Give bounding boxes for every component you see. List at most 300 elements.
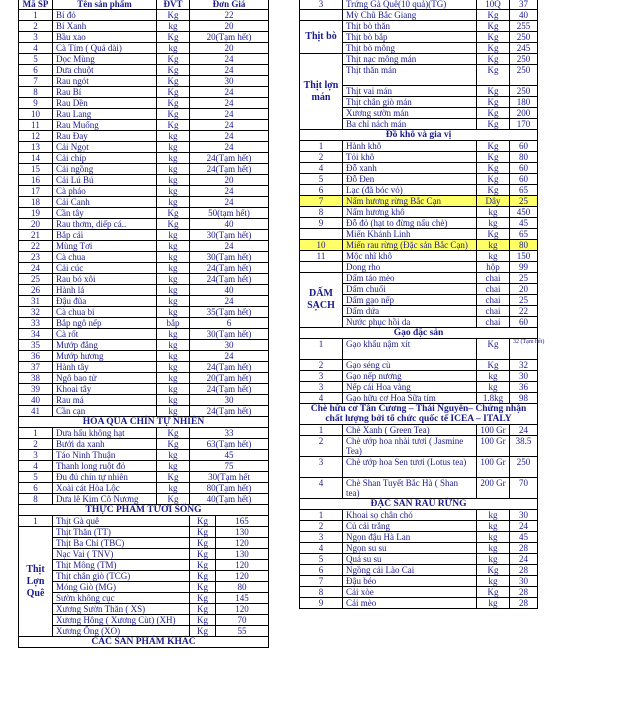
product-id: 8 — [19, 87, 53, 98]
product-id: 40 — [19, 395, 53, 406]
product-row — [19, 516, 269, 527]
header-name: Tên sản phẩm — [53, 0, 157, 10]
product-unit: Kg — [190, 549, 216, 560]
product-price: 250 — [510, 54, 538, 65]
product-row — [300, 339, 538, 360]
product-name: Thịt Gà quê — [53, 516, 190, 527]
product-price: 33 — [190, 428, 269, 439]
product-name: Bí Xanh — [53, 21, 157, 32]
product-price: 24(Tạm hết) — [190, 274, 269, 285]
product-row — [19, 472, 269, 483]
product-name: Cà Tím ( Quả dài) — [53, 43, 157, 54]
product-unit: kg — [477, 598, 510, 609]
product-row — [19, 406, 269, 417]
product-id: 16 — [19, 175, 53, 186]
product-row — [300, 393, 538, 404]
product-price: 40 — [510, 10, 538, 21]
product-unit: Kg — [477, 97, 510, 108]
product-name: Thịt Ba Chỉ (TBC) — [53, 538, 190, 549]
product-unit: kg — [157, 450, 190, 461]
product-price: 45 — [190, 450, 269, 461]
product-id: 3 — [300, 532, 343, 543]
product-unit: kg — [157, 43, 190, 54]
product-row — [19, 175, 269, 186]
product-unit: kg — [477, 218, 510, 229]
product-price: 22 — [190, 10, 269, 21]
product-name: Mướp đắng — [53, 340, 157, 351]
product-unit: Kg — [190, 615, 216, 626]
product-price: 60 — [510, 163, 538, 174]
product-name: Dấm dứa — [343, 306, 477, 317]
product-row — [19, 285, 269, 296]
product-id: 26 — [19, 285, 53, 296]
product-unit: Kg — [157, 65, 190, 76]
product-name: Nạc Vai ( TNV) — [53, 549, 190, 560]
product-price: 120 — [216, 604, 269, 615]
product-name: Dấm gạo nếp — [343, 295, 477, 306]
product-id: 5 — [300, 174, 343, 185]
product-price: 30 — [190, 395, 269, 406]
product-row — [19, 208, 269, 219]
product-name: Nếp cái Hoa vàng — [343, 382, 477, 393]
product-name: Rau Bí — [53, 87, 157, 98]
product-price: 6 — [190, 318, 269, 329]
product-name: Trứng Gà Quê(10 quả)(TG) — [343, 0, 477, 10]
product-name: Móng Giò (MG) — [53, 582, 190, 593]
product-id: 8 — [300, 207, 343, 218]
product-name: Sườn không cục — [53, 593, 190, 604]
product-price: 25 — [510, 295, 538, 306]
product-row — [300, 21, 538, 32]
product-row — [19, 318, 269, 329]
product-unit: chai — [477, 295, 510, 306]
product-name: Mộc nhĩ khô — [343, 251, 477, 262]
product-price: 24 — [190, 54, 269, 65]
product-unit: kg — [477, 371, 510, 382]
product-unit: kg — [157, 373, 190, 384]
product-unit: Kg — [477, 86, 510, 97]
product-row — [19, 549, 269, 560]
product-unit: kg — [477, 532, 510, 543]
section-other-title: CÁC SẢN PHẨM KHÁC — [19, 637, 269, 648]
product-row — [19, 494, 269, 505]
product-id: 21 — [19, 230, 53, 241]
product-name: Chè Shan Tuyết Bắc Hà ( Shan tea) — [343, 478, 477, 499]
product-unit: kg — [157, 186, 190, 197]
product-row — [19, 593, 269, 604]
product-price: 30 — [510, 371, 538, 382]
product-row — [300, 251, 538, 262]
product-name: Cải cúc — [53, 263, 157, 274]
product-name: Đậu béo — [343, 576, 477, 587]
product-price: 24 — [190, 98, 269, 109]
product-price: 24(Tạm hết) — [190, 406, 269, 417]
product-price: 60 — [510, 141, 538, 152]
product-price: 20(Tạm hết) — [190, 373, 269, 384]
product-name: Bầu xao — [53, 32, 157, 43]
product-unit: kg — [477, 576, 510, 587]
product-price: 40(Tạm hết) — [190, 494, 269, 505]
product-unit: Kg — [190, 626, 216, 637]
product-price: 250 — [510, 457, 538, 478]
product-name: Rau Lang — [53, 109, 157, 120]
product-row — [300, 141, 538, 152]
product-name: Ngồng cải Lào Cai — [343, 565, 477, 576]
product-unit: Kg — [190, 516, 216, 527]
product-unit: Kg — [157, 10, 190, 21]
product-row — [19, 142, 269, 153]
product-name: Thịt vai mán — [343, 86, 477, 97]
product-row — [19, 450, 269, 461]
product-price: 20 — [510, 284, 538, 295]
product-row — [19, 351, 269, 362]
product-unit: kg — [157, 329, 190, 340]
product-price: 98 — [510, 393, 538, 404]
product-name: Xoài cát Hòa Lộc — [53, 483, 157, 494]
product-unit: Kg — [157, 120, 190, 131]
section-fresh-title: THỰC PHẨM TƯƠI SỐNG — [19, 505, 269, 516]
product-unit: kg — [157, 296, 190, 307]
product-price: 120 — [216, 571, 269, 582]
product-price: 40 — [190, 219, 269, 230]
product-row — [19, 604, 269, 615]
product-unit: Kg — [477, 185, 510, 196]
product-row — [19, 263, 269, 274]
product-unit: 200 Gr — [477, 478, 510, 499]
product-unit: Kg — [157, 472, 190, 483]
product-row — [300, 174, 538, 185]
product-price: 145 — [216, 593, 269, 604]
product-unit: kg — [157, 263, 190, 274]
product-row — [19, 329, 269, 340]
product-row — [300, 207, 538, 218]
product-row — [19, 626, 269, 637]
product-price: 24 — [510, 554, 538, 565]
product-unit: Kg — [477, 163, 510, 174]
product-id: 1 — [300, 339, 343, 360]
product-price: 30(Tạm hết — [190, 472, 269, 483]
product-id: 6 — [19, 65, 53, 76]
product-id: 34 — [19, 329, 53, 340]
product-price: 55 — [216, 626, 269, 637]
product-price: 25 — [510, 196, 538, 207]
product-row — [19, 538, 269, 549]
product-price: 65 — [510, 185, 538, 196]
product-unit: kg — [477, 554, 510, 565]
section-fruit-title: HOA QUẢ CHÍN TỰ NHIÊN — [19, 417, 269, 428]
product-id: 41 — [19, 406, 53, 417]
product-row — [19, 560, 269, 571]
product-id: 1 — [19, 428, 53, 439]
product-id: 5 — [19, 54, 53, 65]
product-unit: Kg — [477, 65, 510, 86]
product-price: 245 — [510, 43, 538, 54]
product-unit: 100 Gr — [477, 425, 510, 436]
product-price: 80 — [510, 240, 538, 251]
product-id: 7 — [19, 76, 53, 87]
product-row — [19, 527, 269, 538]
product-unit: chai — [477, 317, 510, 328]
product-row — [19, 362, 269, 373]
product-unit: Kg — [477, 32, 510, 43]
product-id: 4 — [300, 393, 343, 404]
product-price: 150 — [510, 251, 538, 262]
product-unit: kg — [477, 251, 510, 262]
product-name: Ba chỉ nách mán — [343, 119, 477, 130]
product-row — [19, 384, 269, 395]
product-name: Rau ngót — [53, 76, 157, 87]
product-id: 7 — [300, 576, 343, 587]
header-unit: ĐVT — [157, 0, 190, 10]
product-row — [19, 109, 269, 120]
product-unit: kg — [157, 197, 190, 208]
product-name: Rau thơm, diếp cá.. — [53, 219, 157, 230]
product-row — [19, 582, 269, 593]
product-unit: kg — [477, 510, 510, 521]
product-unit: kg — [477, 521, 510, 532]
product-price: 63(Tạm hết) — [190, 439, 269, 450]
product-price: 250 — [510, 32, 538, 43]
product-row — [19, 252, 269, 263]
product-name: Thanh long ruột đỏ — [53, 461, 157, 472]
product-price: 24 — [190, 131, 269, 142]
product-unit: Kg — [190, 604, 216, 615]
product-id: 4 — [300, 543, 343, 554]
product-id: 3 — [300, 382, 343, 393]
product-name: Cà chua bi — [53, 307, 157, 318]
product-price: 24 — [190, 296, 269, 307]
product-row — [19, 439, 269, 450]
product-unit: Kg — [477, 21, 510, 32]
product-unit: Kg — [157, 439, 190, 450]
product-unit: Kg — [477, 565, 510, 576]
product-row — [300, 521, 538, 532]
product-price: 80 — [216, 582, 269, 593]
product-row — [300, 185, 538, 196]
product-row — [19, 373, 269, 384]
product-unit: Kg — [477, 108, 510, 119]
product-price: 24(Tạm hết) — [190, 384, 269, 395]
product-price: 80(Tạm hết) — [190, 483, 269, 494]
product-price: 30(Tạm hết) — [190, 329, 269, 340]
product-price: 24 — [190, 65, 269, 76]
product-row — [300, 262, 538, 273]
product-name: Thịt thăn mán — [343, 65, 477, 86]
product-name: Thịt bò mông — [343, 43, 477, 54]
product-row — [300, 360, 538, 371]
product-price: 80 — [510, 152, 538, 163]
product-name: Cải xòe — [343, 587, 477, 598]
product-id: 10 — [19, 109, 53, 120]
product-unit: kg — [157, 384, 190, 395]
product-id: 1 — [19, 516, 53, 527]
product-id: 15 — [19, 164, 53, 175]
product-unit: Kg — [157, 494, 190, 505]
product-id: 9 — [300, 218, 343, 229]
product-row — [19, 274, 269, 285]
product-unit: kg — [157, 351, 190, 362]
group-pork: Thịt Lợn Quê — [19, 527, 53, 637]
product-name: Dấm chuối — [343, 284, 477, 295]
product-unit: Kg — [477, 174, 510, 185]
product-row — [19, 230, 269, 241]
product-name: Cải Lú Bú — [53, 175, 157, 186]
product-price: 50(tạm hết) — [190, 208, 269, 219]
product-unit: 10Q — [477, 0, 510, 10]
product-name: Ngọn su su — [343, 543, 477, 554]
product-name: Đậu đũa — [53, 296, 157, 307]
product-price: 32 — [510, 360, 538, 371]
product-price: 24(Tạm hết) — [190, 362, 269, 373]
product-name: Đỗ xanh — [343, 163, 477, 174]
product-name: Rau Dền — [53, 98, 157, 109]
product-name: Thịt nạc mông mán — [343, 54, 477, 65]
product-row — [300, 218, 538, 229]
product-row — [19, 615, 269, 626]
product-price: 180 — [510, 97, 538, 108]
product-price: 22 — [510, 306, 538, 317]
product-id: 4 — [19, 43, 53, 54]
product-unit: Kg — [477, 10, 510, 21]
product-name: Lạc (đã bóc vỏ) — [343, 185, 477, 196]
product-name: Thịt Thăn (TT) — [53, 527, 190, 538]
product-unit: Kg — [190, 593, 216, 604]
product-price: 200 — [510, 108, 538, 119]
product-name: Ngô bao tử — [53, 373, 157, 384]
product-id: 3 — [300, 457, 343, 478]
product-name: Miến rau rừng (Đặc sản Bắc Cạn) — [343, 240, 477, 251]
product-unit: kg — [477, 207, 510, 218]
product-name: Xương sườn mán — [343, 108, 477, 119]
product-name: Gạo nếp nương — [343, 371, 477, 382]
product-row — [300, 457, 538, 478]
product-name: Xương Sườn Thăn ( XS) — [53, 604, 190, 615]
product-id: 19 — [19, 208, 53, 219]
product-name: Hành khô — [343, 141, 477, 152]
product-price: 35(Tạm hết) — [190, 307, 269, 318]
product-row — [19, 87, 269, 98]
product-unit: Kg — [477, 141, 510, 152]
product-row — [19, 164, 269, 175]
product-id: 2 — [300, 152, 343, 163]
product-id: 6 — [300, 185, 343, 196]
product-unit: Kg — [477, 43, 510, 54]
product-unit: Kg — [190, 571, 216, 582]
product-price: 24(Tạm hết) — [190, 164, 269, 175]
product-id: 9 — [19, 98, 53, 109]
product-id: 1 — [300, 141, 343, 152]
header-row — [19, 0, 269, 10]
product-price: 130 — [216, 527, 269, 538]
product-unit: Dây — [477, 196, 510, 207]
product-row — [19, 10, 269, 21]
product-id: 22 — [19, 241, 53, 252]
product-unit: kg — [157, 153, 190, 164]
product-price: 24(Tạm hết) — [190, 153, 269, 164]
product-name: Cần tây — [53, 208, 157, 219]
product-unit: kg — [157, 175, 190, 186]
product-unit: Kg — [477, 587, 510, 598]
product-id: 2 — [300, 436, 343, 457]
product-name: Thịt chân giò (TCG) — [53, 571, 190, 582]
product-row — [19, 461, 269, 472]
product-id: 6 — [19, 483, 53, 494]
product-unit: Kg — [157, 428, 190, 439]
product-row — [19, 98, 269, 109]
product-id: 6 — [300, 565, 343, 576]
product-price: 40 — [190, 285, 269, 296]
product-name: Đu đủ chín tự nhiên — [53, 472, 157, 483]
product-price: 60 — [510, 317, 538, 328]
product-row — [19, 307, 269, 318]
product-name: Bưởi da xanh — [53, 439, 157, 450]
product-price: 20(Tạm hết) — [190, 32, 269, 43]
product-id: 2 — [19, 21, 53, 32]
product-id: 7 — [300, 196, 343, 207]
product-price: 99 — [510, 262, 538, 273]
product-unit: kg — [157, 164, 190, 175]
product-id: 1 — [300, 425, 343, 436]
product-name: Cải mèo — [343, 598, 477, 609]
product-price: 24 — [190, 120, 269, 131]
product-name: Bí đỏ — [53, 10, 157, 21]
product-name: Chè ướp hoa Sen tươi (Lotus tea) — [343, 457, 477, 478]
product-row — [300, 576, 538, 587]
product-price: 130 — [216, 549, 269, 560]
product-unit: kg — [477, 543, 510, 554]
product-unit: kg — [157, 274, 190, 285]
product-name: Chè ướp hoa nhài tươi ( Jasmine Tea) — [343, 436, 477, 457]
product-price: 28 — [510, 598, 538, 609]
product-unit: Kg — [157, 87, 190, 98]
product-id: 3 — [300, 0, 343, 10]
product-row — [300, 478, 538, 499]
product-price: 28 — [510, 565, 538, 576]
product-unit: kg — [477, 240, 510, 251]
product-row — [300, 382, 538, 393]
product-price: 28 — [510, 587, 538, 598]
product-id — [300, 10, 343, 21]
product-price: 70 — [216, 615, 269, 626]
product-name: Dưa hấu không hạt — [53, 428, 157, 439]
product-id: 3 — [19, 450, 53, 461]
product-unit: kg — [477, 382, 510, 393]
product-unit: Kg — [477, 229, 510, 240]
product-row — [19, 219, 269, 230]
product-price: 24 — [190, 241, 269, 252]
product-row — [300, 598, 538, 609]
product-name: Chè Xanh ( Green Tea) — [343, 425, 477, 436]
product-name: Đỗ Đen — [343, 174, 477, 185]
section-fresh — [19, 505, 269, 516]
product-row — [300, 273, 538, 284]
product-price: 60 — [510, 174, 538, 185]
product-price: 24 — [190, 109, 269, 120]
product-unit: Kg — [157, 76, 190, 87]
product-name: Khoai sọ chân chó — [343, 510, 477, 521]
product-price: 30(Tạm hết) — [190, 252, 269, 263]
product-id: 8 — [300, 587, 343, 598]
product-unit: 100 Gr — [477, 457, 510, 478]
product-id: 1 — [19, 10, 53, 21]
product-price: 165 — [216, 516, 269, 527]
product-price: 65 — [510, 229, 538, 240]
product-price: 30 — [510, 510, 538, 521]
product-name: Mỳ Chũ Bắc Giang — [343, 10, 477, 21]
product-price: 120 — [216, 538, 269, 549]
product-price: 24 — [190, 186, 269, 197]
product-name: Dong rho — [343, 262, 477, 273]
